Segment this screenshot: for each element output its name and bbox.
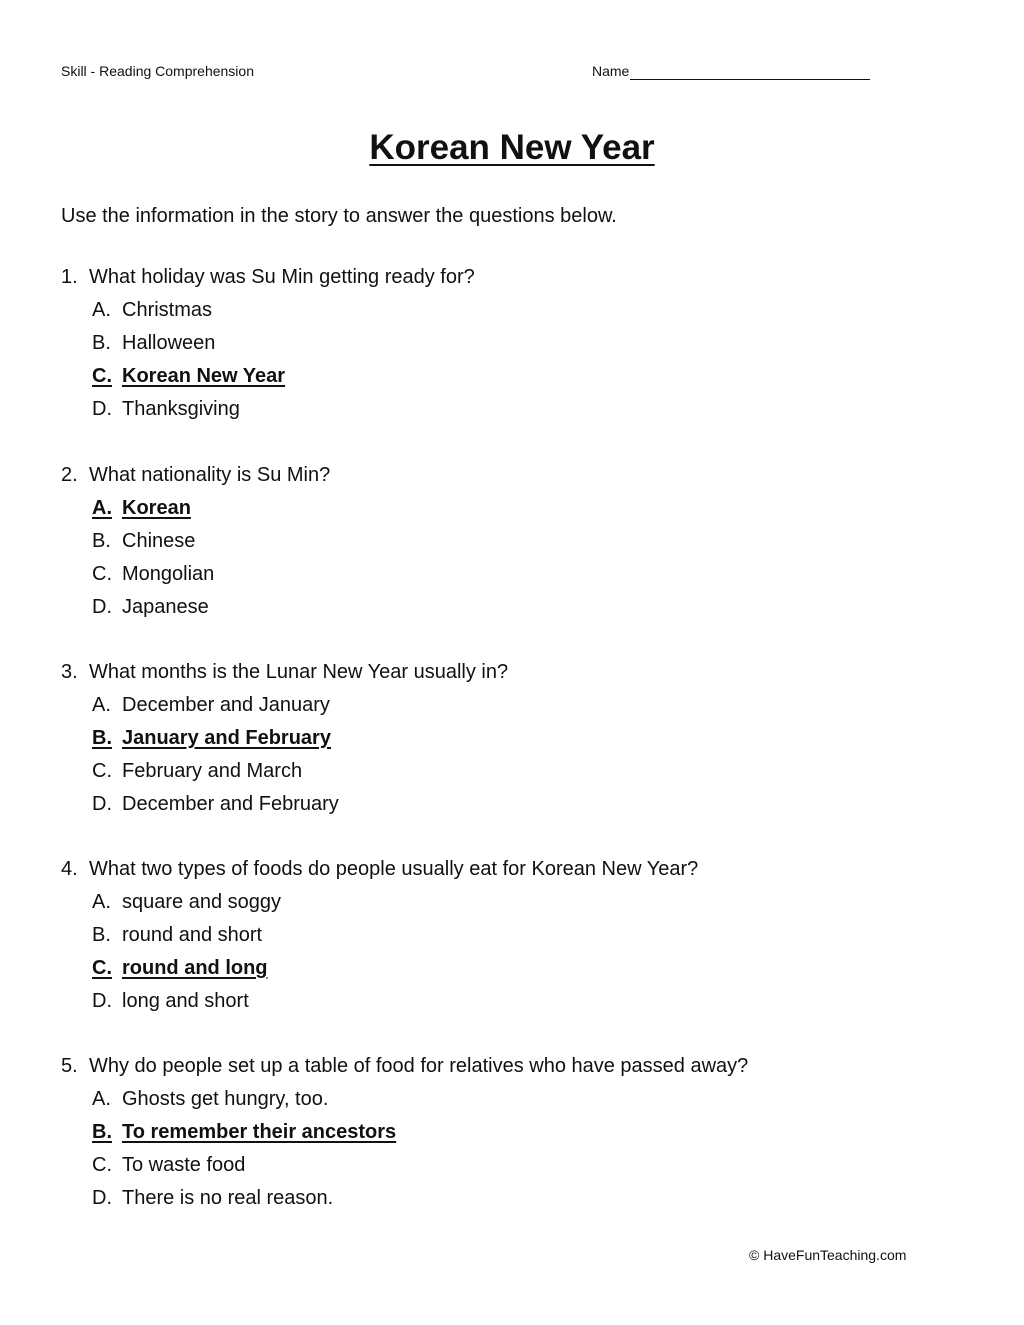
option-letter: A.: [92, 891, 111, 913]
page-title: [0, 126, 1024, 170]
option-letter: B.: [92, 727, 112, 749]
option-letter: C.: [92, 365, 112, 387]
correct-answer-option: [92, 363, 475, 389]
question-number: 1.: [61, 266, 78, 288]
correct-answer-option: [92, 955, 698, 981]
option-text: To waste food: [122, 1154, 246, 1176]
name-label: Name: [592, 63, 630, 79]
option-letter: C.: [92, 1154, 112, 1176]
option-letter: D.: [92, 990, 112, 1012]
option-text: Chinese: [122, 530, 196, 552]
answer-option: [92, 1185, 748, 1211]
answer-option: [92, 758, 508, 784]
answer-option: [92, 692, 508, 718]
name-blank-line: [630, 65, 870, 80]
correct-answer-option: [92, 495, 330, 521]
option-text: Mongolian: [122, 563, 215, 585]
option-letter: B.: [92, 332, 111, 354]
answer-option: [92, 396, 475, 422]
skill-label: Skill - Reading Comprehension: [61, 63, 254, 79]
option-letter: D.: [92, 596, 112, 618]
question-text: What holiday was Su Min getting ready for?: [89, 266, 475, 288]
name-field: [592, 62, 870, 80]
question-4: [61, 856, 698, 1014]
option-letter: B.: [92, 1121, 112, 1143]
question-line: [61, 856, 698, 882]
answer-option: [92, 1086, 748, 1112]
option-letter: A.: [92, 694, 111, 716]
question-line: [61, 462, 330, 488]
option-text: Halloween: [122, 332, 216, 354]
correct-answer-option: [92, 725, 508, 751]
question-text: What months is the Lunar New Year usually in?: [89, 661, 509, 683]
option-letter: A.: [92, 497, 112, 519]
page-title-text: Korean New Year: [369, 128, 655, 167]
question-line: [61, 659, 508, 685]
question-text: What nationality is Su Min?: [89, 464, 331, 486]
answer-option: [92, 988, 698, 1014]
option-text: December and February: [122, 793, 339, 815]
option-letter: A.: [92, 1088, 111, 1110]
option-text: January and February: [122, 727, 331, 749]
option-text: Thanksgiving: [122, 398, 240, 420]
answer-option: [92, 1152, 748, 1178]
option-text: round and long: [122, 957, 268, 979]
option-text: December and January: [122, 694, 330, 716]
correct-answer-option: [92, 1119, 748, 1145]
option-letter: D.: [92, 793, 112, 815]
question-5: [61, 1053, 748, 1211]
option-text: square and soggy: [122, 891, 282, 913]
answer-option: [92, 297, 475, 323]
option-text: Christmas: [122, 299, 213, 321]
question-text: What two types of foods do people usually eat for Korean New Year?: [89, 858, 699, 880]
question-line: [61, 264, 475, 290]
question-number: 2.: [61, 464, 78, 486]
option-text: Korean New Year: [122, 365, 286, 387]
option-text: February and March: [122, 760, 303, 782]
answer-option: [92, 561, 330, 587]
answer-option: [92, 791, 508, 817]
option-text: Ghosts get hungry, too.: [122, 1088, 329, 1110]
option-letter: C.: [92, 760, 112, 782]
answer-option: [92, 594, 330, 620]
question-number: 4.: [61, 858, 78, 880]
option-letter: A.: [92, 299, 111, 321]
question-2: [61, 462, 330, 620]
question-number: 5.: [61, 1055, 78, 1077]
option-letter: C.: [92, 563, 112, 585]
option-letter: D.: [92, 398, 112, 420]
question-3: [61, 659, 508, 817]
option-text: Korean: [122, 497, 191, 519]
option-letter: B.: [92, 530, 111, 552]
option-text: round and short: [122, 924, 263, 946]
question-1: [61, 264, 475, 422]
question-line: [61, 1053, 748, 1079]
answer-option: [92, 889, 698, 915]
question-text: Why do people set up a table of food for relatives who have passed away?: [89, 1055, 749, 1077]
copyright-footer: © HaveFunTeaching.com: [749, 1247, 907, 1263]
question-number: 3.: [61, 661, 78, 683]
answer-option: [92, 922, 698, 948]
option-letter: B.: [92, 924, 111, 946]
option-text: Japanese: [122, 596, 209, 618]
answer-option: [92, 528, 330, 554]
option-letter: C.: [92, 957, 112, 979]
option-text: There is no real reason.: [122, 1187, 334, 1209]
answer-option: [92, 330, 475, 356]
option-letter: D.: [92, 1187, 112, 1209]
option-text: To remember their ancestors: [122, 1121, 397, 1143]
option-text: long and short: [122, 990, 249, 1012]
instructions: Use the information in the story to answer the questions below.: [61, 205, 617, 227]
